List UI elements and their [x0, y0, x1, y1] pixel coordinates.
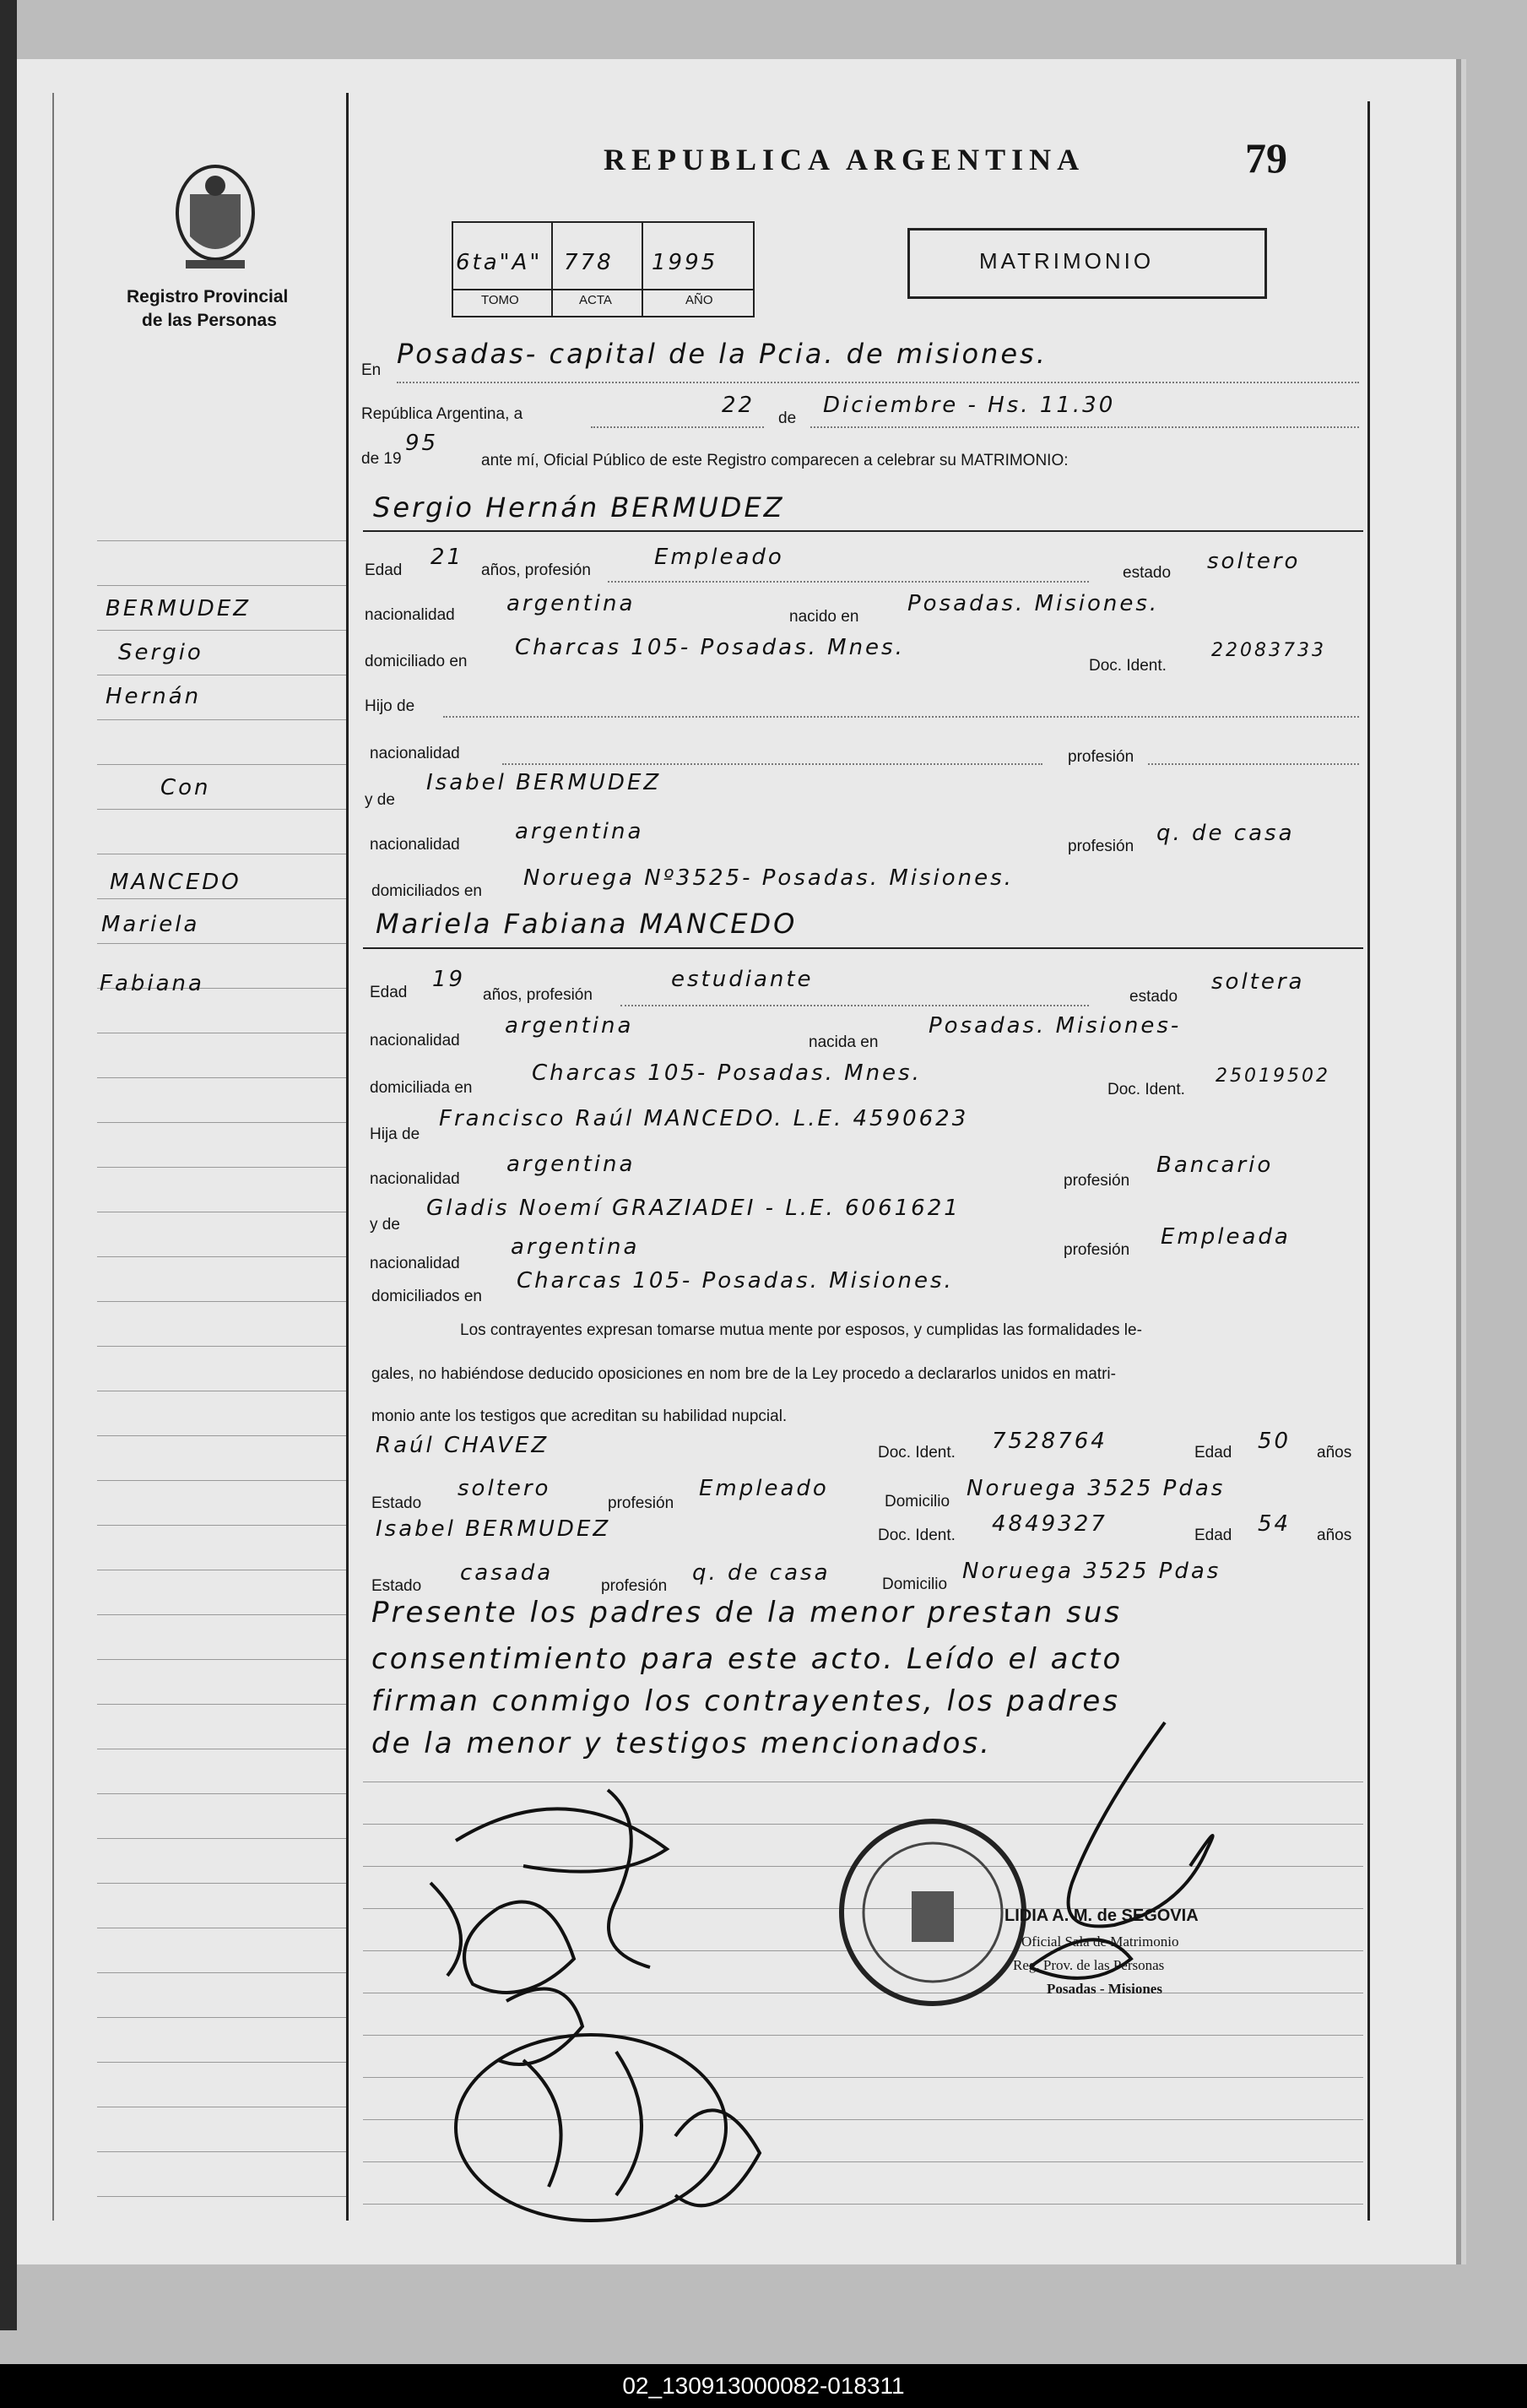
witness-2-estado: casada [460, 1560, 554, 1586]
bride-mother: Gladis Noemí GRAZIADEI - L.E. 6061621 [426, 1196, 961, 1221]
bride-name: Mariela Fabiana MANCEDO [376, 908, 798, 940]
witness-2-estado-label: Estado [371, 1577, 422, 1595]
stamp-title: Oficial Sala de Matrimonio [1021, 1933, 1179, 1950]
record-divider-1 [551, 223, 553, 316]
margin-ruled-line [97, 898, 346, 899]
place-line [397, 382, 1359, 383]
groom-father-nac-line [502, 763, 1042, 765]
signature-cluster [397, 1756, 886, 2250]
bride-doc: 25019502 [1216, 1066, 1330, 1087]
groom-edad-label: Edad [365, 561, 403, 579]
witness-1-address: Noruega 3525 Pdas [967, 1476, 1226, 1501]
margin-ruled-line [97, 1704, 346, 1705]
bride-father: Francisco Raúl MANCEDO. L.E. 4590623 [439, 1106, 969, 1131]
margin-ruled-line [97, 1301, 346, 1302]
bride-doc-label: Doc. Ident. [1107, 1081, 1185, 1098]
note-line-4: de la menor y testigos mencionados. [371, 1727, 992, 1760]
month-value: Diciembre - Hs. 11.30 [823, 393, 1116, 418]
bride-parents-dom-label: domiciliados en [371, 1288, 482, 1305]
declaration-line-3: monio ante los testigos que acreditan su habilidad nupcial. [371, 1407, 788, 1425]
margin-ruled-line [97, 1077, 346, 1078]
acta-label: ACTA [579, 293, 612, 307]
bride-hija-label: Hija de [370, 1125, 420, 1143]
groom-address: Charcas 105- Posadas. Mnes. [515, 635, 905, 660]
margin-ruled-line [97, 1346, 346, 1347]
witness-1-anos-label: años [1317, 1444, 1352, 1462]
witness-1-doc: 7528764 [992, 1429, 1107, 1454]
bride-parents-address: Charcas 105- Posadas. Misiones. [517, 1268, 954, 1293]
witness-2-doc: 4849327 [992, 1511, 1107, 1537]
ano-label: AÑO [685, 293, 713, 307]
groom-hijo-label: Hijo de [365, 697, 415, 715]
record-label-rule [453, 289, 753, 290]
margin-ruled-line [97, 719, 346, 720]
margin-bride-surname: MANCEDO [110, 870, 241, 895]
margin-left-rule [52, 93, 54, 2221]
groom-profession: Empleado [654, 545, 784, 570]
witness-1-profesion-label: profesión [608, 1494, 674, 1512]
acta-value: 778 [564, 250, 614, 275]
country-title: REPUBLICA ARGENTINA [604, 143, 1086, 176]
witness-1-name: Raúl CHAVEZ [376, 1433, 550, 1458]
witness-1-age: 50 [1258, 1429, 1291, 1454]
bride-dom-label: domiciliada en [370, 1079, 473, 1097]
margin-ruled-line [97, 1525, 346, 1526]
groom-doc: 22083733 [1211, 640, 1326, 661]
groom-yde-label: y de [365, 791, 395, 809]
witness-1-domicilio-label: Domicilio [885, 1493, 950, 1510]
declaration-line-2: gales, no habiéndose deducido oposiciones en nom bre de la Ley procedo a declararlos unidos en matri- [371, 1365, 1116, 1383]
groom-mother-nationality: argentina [515, 819, 644, 844]
margin-ruled-line [97, 1659, 346, 1660]
ano-value: 1995 [652, 250, 718, 275]
bride-father-prof-label: profesión [1064, 1172, 1130, 1190]
month-line [810, 426, 1359, 428]
margin-divider-rule [346, 93, 349, 2221]
en-label: En [361, 361, 382, 379]
groom-age: 21 [430, 545, 464, 570]
margin-ruled-line [97, 1435, 346, 1436]
groom-father-line [443, 716, 1359, 718]
groom-mother-prof-label: profesión [1068, 838, 1134, 855]
groom-name: Sergio Hernán BERMUDEZ [373, 491, 785, 523]
groom-estado: soltero [1207, 549, 1301, 574]
witness-2-profesion-label: profesión [601, 1577, 668, 1595]
declaration-line-1: Los contrayentes expresan tomarse mutua mente por esposos, y cumplidas las formalidades le- [460, 1321, 1142, 1339]
coat-of-arms-seal [169, 160, 262, 283]
margin-ruled-line [97, 2062, 346, 2063]
groom-father-nac-label: nacionalidad [370, 745, 460, 762]
groom-mother-nac-label: nacionalidad [370, 836, 460, 854]
bride-father-nac-label: nacionalidad [370, 1170, 460, 1188]
margin-groom-second: Hernán [106, 684, 202, 709]
bride-profession: estudiante [671, 967, 814, 992]
stamp-official: LIDIA A. M. de SEGOVIA [1004, 1906, 1199, 1925]
margin-con: Con [160, 775, 211, 800]
bride-nacida-label: nacida en [809, 1033, 879, 1051]
margin-groom-surname: BERMUDEZ [106, 596, 252, 621]
groom-parents-address: Noruega Nº3525- Posadas. Misiones. [523, 865, 1014, 891]
groom-father-prof-label: profesión [1068, 748, 1134, 766]
day-value: 22 [722, 393, 755, 418]
bride-estado-label: estado [1129, 988, 1178, 1006]
bride-age: 19 [432, 967, 466, 992]
witness-2-profession: q. de casa [692, 1560, 831, 1586]
groom-mother: Isabel BERMUDEZ [426, 770, 662, 795]
bride-mother-nac-label: nacionalidad [370, 1255, 460, 1272]
place-value: Posadas- capital de la Pcia. de misiones. [397, 338, 1048, 370]
book-binding [0, 0, 17, 2330]
bride-edad-label: Edad [370, 984, 408, 1001]
margin-ruled-line [97, 2196, 346, 2197]
groom-profession-line [608, 581, 1089, 583]
groom-dom-label: domiciliado en [365, 653, 468, 670]
margin-groom-first: Sergio [118, 640, 203, 665]
bride-birthplace: Posadas. Misiones- [929, 1013, 1182, 1039]
witness-1-estado-label: Estado [371, 1494, 422, 1512]
witness-2-edad-label: Edad [1194, 1527, 1232, 1544]
witness-2-address: Noruega 3525 Pdas [962, 1559, 1221, 1584]
day-line [591, 426, 764, 428]
bride-father-nationality: argentina [506, 1152, 636, 1177]
form-type-label: MATRIMONIO [979, 248, 1155, 274]
witness-1-estado: soltero [458, 1476, 551, 1501]
groom-name-rule [363, 530, 1363, 532]
de-label: de [778, 409, 797, 427]
bride-profession-line [620, 1005, 1089, 1006]
year-prefix: de 19 [361, 450, 402, 468]
witness-1-doc-label: Doc. Ident. [878, 1444, 956, 1462]
margin-ruled-line [97, 1838, 346, 1839]
statement: ante mí, Oficial Público de este Registro comparecen a celebrar su MATRIMONIO: [481, 452, 1069, 469]
bride-address: Charcas 105- Posadas. Mnes. [532, 1060, 922, 1086]
groom-mother-profession: q. de casa [1156, 821, 1295, 846]
margin-ruled-line [97, 1167, 346, 1168]
stamp-city: Posadas - Misiones [1047, 1981, 1162, 1997]
bride-mother-nationality: argentina [511, 1234, 640, 1260]
groom-nac-label: nacionalidad [365, 606, 455, 624]
registry-line-1: Registro Provincial [127, 287, 289, 306]
witness-2-doc-label: Doc. Ident. [878, 1527, 956, 1544]
bride-nac-label: nacionalidad [370, 1032, 460, 1049]
margin-ruled-line [97, 585, 346, 586]
tomo-label: TOMO [481, 293, 519, 307]
witness-2-anos-label: años [1317, 1527, 1352, 1544]
margin-ruled-line [97, 630, 346, 631]
margin-ruled-line [97, 764, 346, 765]
witness-2-domicilio-label: Domicilio [882, 1576, 948, 1593]
registry-line-2: de las Personas [142, 311, 277, 330]
margin-ruled-line [97, 540, 346, 541]
note-line-2: consentimiento para este acto. Leído el acto [371, 1642, 1124, 1676]
right-border-rule [1367, 101, 1370, 2221]
margin-ruled-line [97, 809, 346, 810]
footer-id: 02_130913000082-018311 [622, 2373, 905, 2399]
groom-estado-label: estado [1123, 564, 1172, 582]
groom-nacido-label: nacido en [789, 608, 859, 626]
margin-ruled-line [97, 1883, 346, 1884]
record-divider-2 [642, 223, 643, 316]
witness-1-edad-label: Edad [1194, 1444, 1232, 1462]
groom-birthplace: Posadas. Misiones. [907, 591, 1160, 616]
margin-ruled-line [97, 1793, 346, 1794]
margin-ruled-line [97, 1256, 346, 1257]
groom-anos-profesion: años, profesión [481, 561, 591, 579]
bride-mother-prof-label: profesión [1064, 1241, 1130, 1259]
margin-bride-second: Fabiana [100, 971, 204, 996]
groom-parents-dom-label: domiciliados en [371, 882, 482, 900]
footer-bar [0, 2364, 1527, 2408]
margin-ruled-line [97, 943, 346, 944]
margin-ruled-line [97, 1972, 346, 1973]
bride-anos-profesion: años, profesión [483, 986, 593, 1004]
bride-father-profession: Bancario [1156, 1152, 1274, 1178]
margin-ruled-line [97, 2151, 346, 2152]
margin-ruled-line [97, 1122, 346, 1123]
bride-name-rule [363, 947, 1363, 949]
note-line-1: Presente los padres de la menor prestan sus [371, 1596, 1123, 1630]
groom-father-prof-line [1148, 763, 1359, 765]
groom-doc-label: Doc. Ident. [1089, 657, 1167, 675]
margin-ruled-line [97, 1480, 346, 1481]
tomo-value: 6ta"A" [456, 250, 543, 275]
witness-2-age: 54 [1258, 1511, 1291, 1537]
bride-yde-label: y de [370, 1216, 400, 1234]
stamp-org: Reg. Prov. de las Personas [1013, 1957, 1165, 1973]
margin-ruled-line [97, 2017, 346, 2018]
witness-2-name: Isabel BERMUDEZ [376, 1516, 611, 1542]
republica-label: República Argentina, a [361, 405, 523, 423]
bride-mother-profession: Empleada [1161, 1224, 1291, 1250]
note-line-3: firman conmigo los contrayentes, los padres [371, 1684, 1121, 1718]
margin-ruled-line [97, 1614, 346, 1615]
margin-bride-first: Mariela [101, 912, 200, 937]
groom-nationality: argentina [506, 591, 636, 616]
bride-nationality: argentina [505, 1013, 634, 1039]
page-number: 79 [1245, 134, 1287, 182]
witness-1-profession: Empleado [699, 1476, 829, 1501]
bride-estado: soltera [1211, 969, 1305, 995]
year-value: 95 [405, 431, 439, 456]
